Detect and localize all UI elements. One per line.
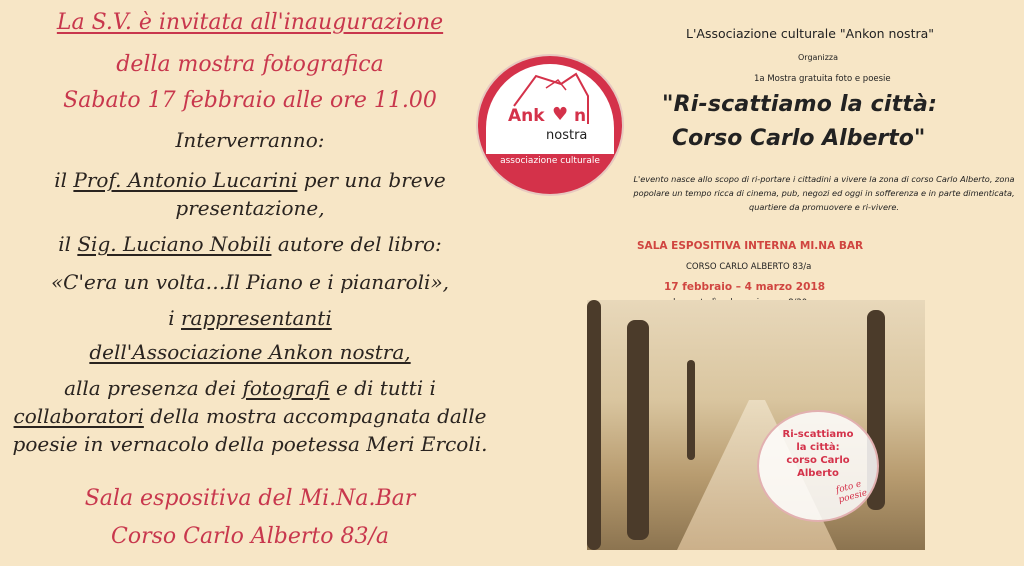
logo-ank-text: Ank xyxy=(508,106,545,126)
speaker-2-post: autore del libro: xyxy=(271,232,442,256)
speaker-1 xyxy=(0,168,500,192)
venue-name: Sala espositiva del Mi.Na.Bar xyxy=(84,486,416,511)
presence-collaborators: collaboratori xyxy=(13,404,144,428)
photo-tree-left-2 xyxy=(587,300,601,550)
speaker-3 xyxy=(0,306,500,330)
photo-tree-far xyxy=(687,360,695,460)
invite-line-1: La S.V. è invitata all'inaugurazione xyxy=(56,10,444,35)
venue-address: Corso Carlo Alberto 83/a xyxy=(110,524,389,549)
poster-dates: 17 febbraio – 4 marzo 2018 xyxy=(664,281,825,293)
presence-line-1 xyxy=(0,376,500,400)
invite-line-2: della mostra fotografica xyxy=(116,52,384,77)
poster-subtitle: 1a Mostra gratuita foto e poesie xyxy=(754,74,891,84)
presence-line-2-post: della mostra accompagnata dalle xyxy=(143,404,487,428)
ankon-nostra-logo xyxy=(478,56,622,194)
poster-organizes: Organizza xyxy=(798,53,839,62)
book-title: «C'era un volta…Il Piano e i pianaroli», xyxy=(50,270,450,294)
stamp-text: Ri-scattiamo la città: corso Carlo Alberto xyxy=(782,429,854,479)
speakers-intro: Interverranno: xyxy=(175,128,325,152)
speaker-3-pre: i xyxy=(168,306,181,330)
invitation-text xyxy=(0,0,500,566)
poster-venue: SALA ESPOSITIVA INTERNA MI.NA BAR xyxy=(637,240,864,252)
speaker-3-org: dell'Associazione Ankon nostra, xyxy=(89,340,411,364)
heart-icon: ♥ xyxy=(552,104,569,125)
presence-pre: alla presenza dei xyxy=(64,376,243,400)
speaker-2 xyxy=(0,232,500,256)
presence-photographers: fotografi xyxy=(242,376,330,400)
speaker-1-cont: presentazione, xyxy=(175,196,325,220)
presence-post: e di tutti i xyxy=(329,376,436,400)
speaker-1-post: per una breve xyxy=(297,168,446,192)
street-photo xyxy=(587,300,925,550)
presence-line-2 xyxy=(0,404,500,428)
poster-address: CORSO CARLO ALBERTO 83/a xyxy=(686,262,812,272)
speaker-2-name: Sig. Luciano Nobili xyxy=(77,232,272,256)
poster-title-1: "Ri-scattiamo la città: xyxy=(662,92,938,117)
speaker-2-pre: il xyxy=(58,232,78,256)
invite-date: Sabato 17 febbraio alle ore 11.00 xyxy=(63,88,437,113)
logo-nostra-text: nostra xyxy=(546,128,588,143)
photo-tree-left xyxy=(627,320,649,540)
photo-stamp xyxy=(757,410,879,522)
logo-n-text: n xyxy=(574,106,587,126)
speaker-3-name: rappresentanti xyxy=(181,306,332,330)
stamp-foto-poesie: foto e poesie xyxy=(834,479,869,506)
speaker-1-pre: il xyxy=(54,168,74,192)
poster-association: L'Associazione culturale "Ankon nostra" xyxy=(686,26,935,41)
logo-caption: associazione culturale xyxy=(500,156,600,166)
presence-line-3: poesie in vernacolo della poetessa Meri Ercoli. xyxy=(12,432,488,456)
poster-title-2: Corso Carlo Alberto" xyxy=(672,126,926,151)
poster-description: L'evento nasce allo scopo di ri-portare i cittadini a vivere la zona di corso Carlo Alberto, zona popolare un tempo ricca di cinema, pub, negozi ed oggi in sofferenza e in parte dimenticata, quartiere da promuovere e ri-vivere. xyxy=(633,174,1015,212)
logo-inner xyxy=(486,64,614,154)
speaker-1-name: Prof. Antonio Lucarini xyxy=(73,168,298,192)
